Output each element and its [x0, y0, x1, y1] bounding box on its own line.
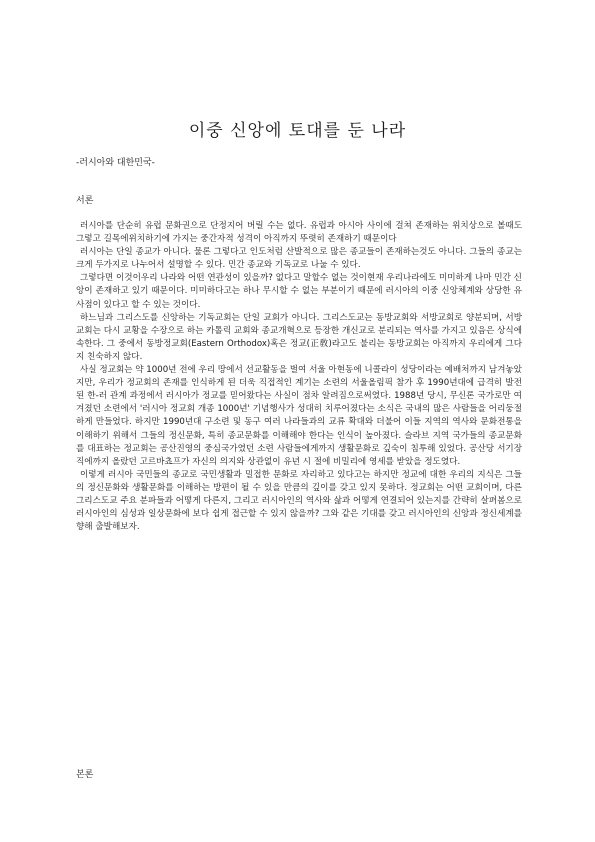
paragraph: 그렇다면 이것이우리 나라와 어떤 연관성이 있을까? 없다고 말할수 없는 것이현재 우리나라에도 미미하게 나마 민간 신앙이 존재하고 있기 때문이다. 미미하다고는 하나 무시할 수 없는 부분이기 때문에 러시아의 이중 신앙체계와 상당한 유사점이 있다고 할 수 있는 것이다.	[76, 273, 522, 310]
body-text	[76, 220, 522, 534]
paragraph: 하느님과 그리스도를 신앙하는 기독교회는 단일 교회가 아니다. 그리스도교는 동방교회와 서방교회로 양분되며, 서방교회는 다시 교황을 수장으로 하는 카톨릭 교회와 종교개혁으로 등장한 개신교로 분리되는 역사를 가지고 있음은 상식에 속한다. 그 중에서 동방정교회(Eastern Orthodox)혹은 정교(正敎)라고도 불리는 동방교회는 아직까지 우리에게 그다지 친숙하지 않다.	[76, 312, 522, 362]
section-heading-intro: 서론	[76, 196, 94, 206]
section-heading-body: 본론	[76, 770, 94, 780]
document-subtitle: -러시아와 대한민국-	[76, 158, 155, 168]
paragraph: 러시아를 단순히 유럽 문화권으로 단정지어 버릴 수는 없다. 유럽과 아시아 사이에 걸쳐 존재하는 위치상으로 볼때도 그렇고 길목에위치하기에 가지는 중간자적 성격이 아직까지 뚜렷히 존재하기 때문이다	[76, 221, 522, 245]
paragraph: 사실 정교회는 약 1000년 전에 우리 땅에서 선교활동을 벌여 서울 아현동에 니콜라이 성당이라는 예배처까지 남겨놓았지만, 우리가 정교회의 존재를 인식하게 된 더욱 직접적인 계기는 소련의 서울올림픽 참가 후 1990년대에 급격히 발전된 한-러 관계 과정에서 러시아가 정교를 믿어왔다는 사실이 점차 알려짐으로써였다. 1988년 당시, 무신론 국가로만 여겨졌던 소련에서 '러시아 정교회 개종 1000년' 기념행사가 성대히 치루어졌다는 소식은 국내의 많은 사람들을 어리둥절하게 만들었다. 하지만 1990년대 구소련 및 동구 여러 나라들과의 교류 확대와 더불어 이들 지역의 역사와 문화전통을 이해하기 위해서 그들의 정신문화, 특히 종교문화를 이해해야 한다는 인식이 높아졌다. 슬라브 지역 국가들의 종교문화를 대표하는 정교회는 공산진영의 중심국가였던 소련 사람들에게까지 생활문화로 깊숙이 침투해 있었다. 공산당 서기장직에까지 올랐던 고르바쵸프가 자신의 의지와 상관없이 유년 시 절에 비밀리에 영세를 받았을 정도였다.	[76, 365, 522, 467]
paragraph: 이렇게 러시아 국민들의 종교로 국민생활과 밀접한 문화로 자리하고 있다고는 하지만 정교에 대한 우리의 지식은 그들의 정신문화와 생활문화를 이해하는 방편이 될 수 있을 만큼의 깊이를 갖고 있지 못하다. 정교회는 어떤 교회이며, 다른 그리스도교 주요 분파들과 어떻게 다른지, 그리고 러시아인의 역사와 삶과 어떻게 연결되어 있는지를 간략히 살펴봄으로 러시아인의 심성과 일상문화에 보다 쉽게 접근할 수 있지 않을까? 그와 같은 기대를 갖고 러시아인의 신앙과 정신세계를 향해 출발해보자.	[76, 469, 522, 533]
paragraph: 러시아는 단일 종교가 아니다. 물론 그렇다고 인도처럼 산발적으로 많은 종교들이 존재하는것도 아니다. 그들의 종교는 크게 두가지로 나누어서 설명할 수 있다. 민간 종교와 기독교로 나눌 수 있다.	[76, 247, 522, 271]
document-title: 이중 신앙에 토대를 둔 나라	[188, 121, 407, 141]
